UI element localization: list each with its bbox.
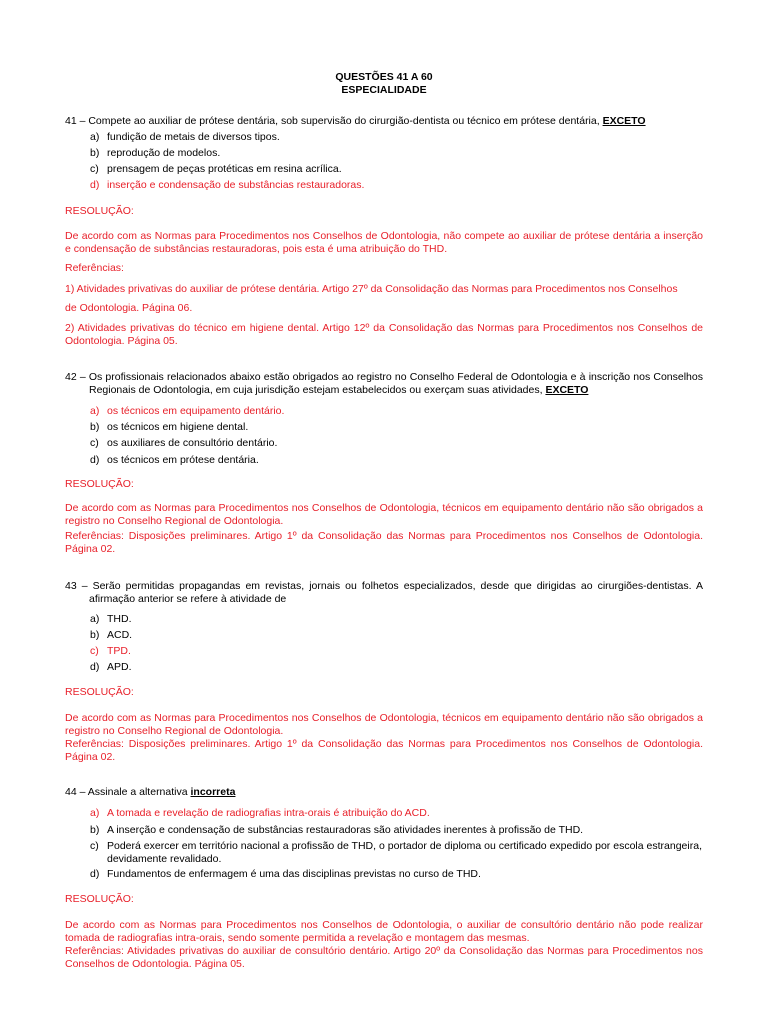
section-title [0, 71, 768, 97]
option-letter: b) [90, 147, 100, 159]
question-43-references: Referências: Disposições preliminares. Artigo 1º da Consolidação das Normas para Procedimentos nos Conselhos de Odontologia. Página 02. [65, 738, 703, 763]
question-41-reference-1a: 1) Atividades privativas do auxiliar de prótese dentária. Artigo 27º da Consolidação das Normas para Procedimentos nos Conselhos [65, 283, 678, 295]
option-letter: a) [90, 405, 100, 417]
question-41-option-a [90, 131, 702, 144]
question-42-references: Referências: Disposições preliminares. Artigo 1º da Consolidação das Normas para Procedimentos nos Conselhos de Odontologia. Página 02. [65, 530, 703, 555]
option-letter: c) [90, 645, 99, 657]
question-41-stem [65, 115, 703, 128]
option-text: os auxiliares de consultório dentário. [107, 437, 278, 449]
option-text: Fundamentos de enfermagem é uma das disciplinas previstas no curso de THD. [107, 868, 481, 880]
question-43-option-c-answer [90, 645, 702, 658]
option-text: A inserção e condensação de substâncias restauradoras são atividades inerentes à profissão de THD. [107, 824, 584, 836]
question-44-resolution-text: De acordo com as Normas para Procedimentos nos Conselhos de Odontologia, o auxiliar de consultório dentário não pode realizar tomada de radiografias intra-orais, sendo somente permitida a revelação e montagem das mesmas. [65, 919, 703, 944]
option-letter: b) [90, 824, 100, 836]
option-text: os técnicos em higiene dental. [107, 421, 249, 433]
question-44-option-d [90, 868, 702, 881]
question-42-option-a-answer [90, 405, 702, 418]
option-letter: a) [90, 613, 100, 625]
option-text: Poderá exercer em território nacional a profissão de THD, o portador de diploma ou certificado expedido por escola estrangeira, devidamente revalidado. [107, 840, 702, 865]
option-letter: a) [90, 131, 100, 143]
option-letter: a) [90, 807, 100, 819]
question-44-option-a-answer [90, 807, 702, 820]
option-letter: c) [90, 840, 99, 852]
option-letter: c) [90, 437, 99, 449]
option-text: APD. [107, 661, 132, 673]
option-text: inserção e condensação de substâncias restauradoras. [107, 179, 365, 191]
question-42-option-b [90, 421, 702, 434]
question-43-resolution-text: De acordo com as Normas para Procedimentos nos Conselhos de Odontologia, técnicos em equipamento dentário não são obrigados a registro no Conselho Regional de Odontologia. [65, 712, 703, 737]
question-44-keyword: incorreta [190, 786, 236, 798]
question-44-references: Referências: Atividades privativas do auxiliar de consultório dentário. Artigo 20º da Consolidação das Normas para Procedimentos nos Conselhos de Odontologia. Página 05. [65, 945, 703, 970]
question-44-stem [65, 786, 703, 799]
question-41-reference-2: 2) Atividades privativas do técnico em higiene dental. Artigo 12º da Consolidação das Normas para Procedimentos nos Conselhos de Odontologia. Página 05. [65, 322, 703, 347]
question-42-resolution-title: RESOLUÇÃO: [65, 478, 134, 490]
question-41-references-title: Referências: [65, 262, 124, 274]
option-text: TPD. [107, 645, 131, 657]
question-41-option-d-answer [90, 179, 702, 192]
option-letter: d) [90, 868, 100, 880]
question-44-resolution-title: RESOLUÇÃO: [65, 893, 134, 905]
question-43-resolution-title: RESOLUÇÃO: [65, 686, 134, 698]
option-letter: c) [90, 163, 99, 175]
question-41-text: 41 – Compete ao auxiliar de prótese dentária, sob supervisão do cirurgião-dentista ou técnico em prótese dentária, [65, 115, 600, 127]
question-41-keyword: EXCETO [602, 115, 646, 127]
question-41-resolution-text: De acordo com as Normas para Procedimentos nos Conselhos de Odontologia, não compete ao auxiliar de prótese dentária a inserção e condensação de substâncias restauradoras, pois esta é uma atribuição do THD. [65, 230, 703, 255]
question-43-option-a [90, 613, 702, 626]
question-44-text: 44 – Assinale a alternativa [65, 786, 188, 798]
option-letter: b) [90, 421, 100, 433]
option-letter: d) [90, 454, 100, 466]
title-line-2: ESPECIALIDADE [341, 84, 427, 96]
question-41-option-b [90, 147, 702, 160]
title-line-1: QUESTÕES 41 A 60 [335, 71, 433, 83]
question-43-text: 43 – Serão permitidas propagandas em revistas, jornais ou folhetos especializados, desde que dirigidas ao cirurgiões-dentistas. A afirmação anterior se refere à atividade de [65, 580, 703, 605]
question-44-option-c [90, 840, 702, 866]
question-41-reference-1b: de Odontologia. Página 06. [65, 302, 193, 314]
question-42-option-d [90, 454, 702, 467]
question-42-text: 42 – Os profissionais relacionados abaixo estão obrigados ao registro no Conselho Federal de Odontologia e à inscrição nos Conselhos Regionais de Odontologia, em cuja jurisdição estejam estabelecidos ou exerçam suas atividades, [65, 371, 703, 396]
option-text: os técnicos em equipamento dentário. [107, 405, 285, 417]
question-42-keyword: EXCETO [545, 384, 589, 396]
option-letter: d) [90, 661, 100, 673]
question-42-resolution-text: De acordo com as Normas para Procedimentos nos Conselhos de Odontologia, técnicos em equipamento dentário não são obrigados a registro no Conselho Regional de Odontologia. [65, 502, 703, 527]
question-42-option-c [90, 437, 702, 450]
question-42-stem [65, 371, 703, 397]
option-text: os técnicos em prótese dentária. [107, 454, 259, 466]
option-text: reprodução de modelos. [107, 147, 221, 159]
option-text: fundição de metais de diversos tipos. [107, 131, 280, 143]
option-text: THD. [107, 613, 132, 625]
question-43-stem [65, 580, 703, 606]
option-text: prensagem de peças protéticas em resina acrílica. [107, 163, 342, 175]
question-43-option-b [90, 629, 702, 642]
question-41-resolution-title: RESOLUÇÃO: [65, 205, 134, 217]
option-letter: b) [90, 629, 100, 641]
question-43-option-d [90, 661, 702, 674]
option-text: ACD. [107, 629, 133, 641]
question-44-option-b [90, 824, 702, 837]
option-text: A tomada e revelação de radiografias intra-orais é atribuição do ACD. [107, 807, 430, 819]
option-letter: d) [90, 179, 100, 191]
question-41-option-c [90, 163, 702, 176]
